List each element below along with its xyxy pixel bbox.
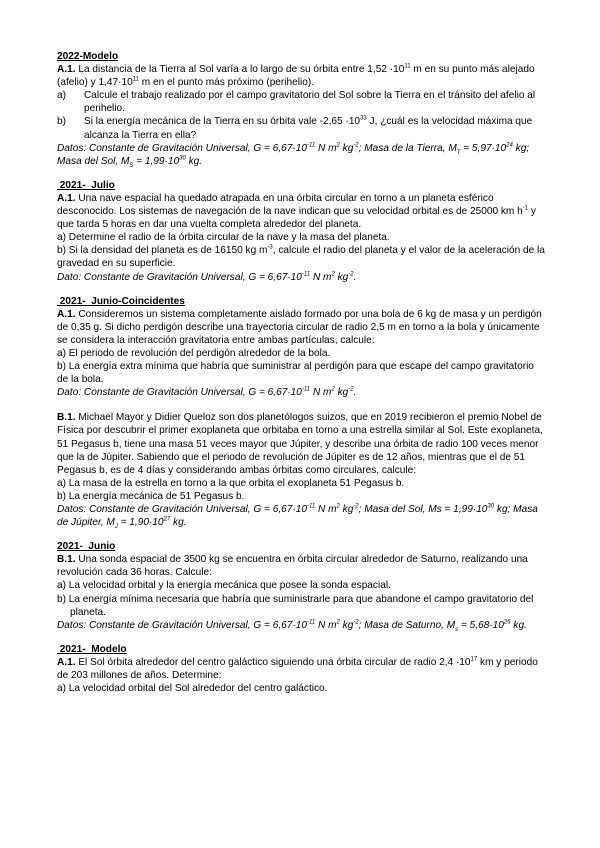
problem-a1: A.1. Consideremos un sistema completamente aislado formado por una bola de 6 kg de masa y un perdigón de 0,35 g. Si dicho perdigón describe una trayectoria circular de radio 2,5 m en torno a la bola y únicamente se considera la interacción gravitatoria entre ambas partículas, calcule: (57, 308, 542, 346)
question-a: a) El periodo de revolución del perdigón alrededor de la bola. (57, 347, 331, 359)
problem-b1: B.1. Michael Mayor y Didier Queloz son dos planetólogos suizos, que en 2019 recibieron el premio Nobel de Física por descubrir el primer exoplaneta que orbitaba en torno a una estrella similar al Sol. Este exoplaneta, 51 Pegasus b, tiene una masa 51 veces mayor que Júpiter, y describe una órbita de radio 100 veces menor que la de Júpiter. Sabiendo que el periodo de revolución de Júpiter es de 12 años, mientras que el de 51 Pegasus b, es de 4 días y considerando ambas órbitas como circulares, calcule: (57, 412, 543, 476)
data-note: Dato: Constante de Gravitación Universal, $G = 6,67\cdot 10^{-11}$ N $m^2$ $kg^{-2}$. (57, 271, 357, 283)
question-b: b) La energía extra mínima que habría que suministrar al perdigón para que escape del campo gravitatorio de la bola. (57, 361, 534, 386)
spacer (57, 399, 547, 411)
problem-label: A.1. (57, 656, 76, 668)
section-title: 2021- Modelo (57, 643, 127, 655)
problem-a1: A.1. El Sol órbita alrededor del centro galáctico siguiendo una órbita circular de radio $2,4 \cdot 10^{17}$ km y periodo de 203 millones de años. Determine: (57, 656, 538, 682)
question-a: a) La velocidad orbital del Sol alrededor del centro galáctico. (57, 683, 328, 695)
question-a: a) Determine el radio de la órbita circular de la nave y la masa del planeta. (57, 232, 390, 244)
question-a: a) La masa de la estrella en torno a la que orbita el exoplaneta 51 Pegasus b. (57, 477, 405, 489)
section-2021-modelo (57, 643, 547, 695)
question-b: b) Si la densidad del planeta es de 16150 kg $m^{-3}$, calcule el radio del planeta y el valor de la aceleración de la gravedad en su superficie. (57, 244, 545, 270)
question-b: b) La energía mínima necesaria que habría que suministrarle para que abandone el campo gravitatorio del planeta. (57, 593, 534, 618)
document-page (57, 50, 547, 706)
problem-a1: A.1. La distancia de la Tierra al Sol varía a lo largo de su órbita entre $1,52 \cdot 10^{11}$ m en su punto más alejado (afelio) y $1,47\cdot 10^{11}$ m en el punto más próximo (perihelio). (57, 63, 535, 89)
section-2021-junio (57, 540, 547, 632)
problem-label: A.1. (57, 308, 76, 320)
data-note: Datos: Constante de Gravitación Universal, $G = 6,67\cdot 10^{-11}$ N $m^2$ $kg^{-2}$; Masa de la Tierra, $M_T = 5,97\cdot 10^{24}$ kg; Masa del Sol, $M_S = 1,99\cdot 10^{30}$ kg. (57, 142, 530, 169)
section-title: 2021- Junio (57, 541, 116, 553)
section-title: 2022-Modelo (57, 51, 119, 62)
section-2021-julio (57, 179, 547, 284)
problem-a1: A.1. Una nave espacial ha quedado atrapada en una órbita circular en torno a un planeta esférico desconocido. Los sistemas de navegación de la nave indican que su velocidad orbital es de 25000 km $h^{-1}$ y que tarda 5 horas en dar una vuelta completa alrededor del planeta. (57, 192, 536, 231)
section-title: 2021- Junio-Coincidentes (57, 295, 185, 307)
data-note: Datos: Constante de Gravitación Universal, $G = 6,67\cdot 10^{-11}$ N $m^2$ $kg^{-2}$; Masa de Saturno, $M_s = 5,68\cdot 10^{26}$ kg. (57, 619, 527, 633)
section-title: 2021- Julio (57, 179, 115, 191)
problem-label: B.1. (57, 554, 76, 566)
question-a: a) Calcule el trabajo realizado por el campo gravitatorio del Sol sobre la Tierra en el tránsito del afelio al perihelio. (57, 90, 536, 115)
problem-label: A.1. (57, 192, 76, 204)
question-b: b) Si la energía mecánica de la Tierra en su órbita vale $-2,65 \cdot 10^{33}$ J, ¿cuál es la velocidad máxima que alcanza la Tierra en ella? (57, 116, 533, 141)
question-a: a) La velocidad orbital y la energía mecánica que posee la sonda espacial. (57, 580, 391, 592)
data-note: Datos: Constante de Gravitación Universal, $G = 6,67\cdot 10^{-11}$ N $m^2$ $kg^{-2}$; Masa del Sol, $Ms = 1,99\cdot 10^{30}$ kg; Masa de Júpiter, $M_J = 1,90\cdot 10^{27}$ kg. (57, 503, 538, 531)
question-b: b) La energía mecánica de 51 Pegasus b. (57, 490, 245, 502)
section-2021-junio-coincidentes (57, 295, 547, 530)
problem-label: A.1. (57, 64, 76, 76)
problem-label: B.1. (57, 412, 76, 424)
section-2022-modelo (57, 50, 547, 168)
problem-b1: B.1. Una sonda espacial de 3500 kg se encuentra en órbita circular alrededor de Saturno, realizando una revolución cada 36 horas. Calcule: (57, 554, 528, 579)
data-note: Dato: Constante de Gravitación Universal, $G = 6,67\cdot 10^{-11}$ N $m^2$ $kg^{-2}$. (57, 386, 357, 399)
